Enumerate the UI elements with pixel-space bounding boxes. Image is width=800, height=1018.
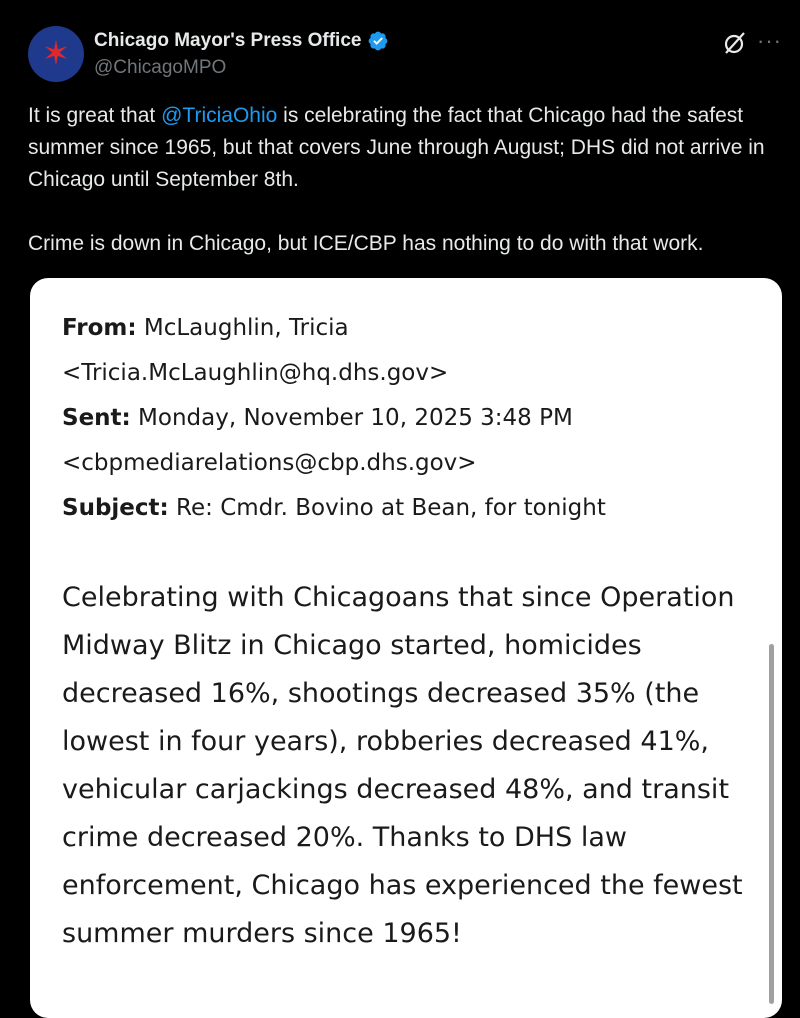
- tweet-paragraph-1: [28, 100, 778, 196]
- display-name[interactable]: Chicago Mayor's Press Office: [94, 30, 362, 51]
- author-handle[interactable]: @ChicagoMPO: [94, 57, 227, 78]
- grok-icon[interactable]: [722, 30, 748, 56]
- email-from-address: <Tricia.McLaughlin@hq.dhs.gov>: [62, 360, 449, 386]
- sent-label: Sent:: [62, 405, 131, 431]
- email-sent-line: [62, 396, 752, 441]
- from-label: From:: [62, 315, 137, 341]
- email-screenshot-image[interactable]: [30, 278, 782, 1018]
- email-subject-line: [62, 486, 752, 531]
- author-name-row: [94, 30, 389, 52]
- mention-link[interactable]: @TriciaOhio: [161, 104, 278, 127]
- email-from-line: [62, 306, 752, 351]
- scrollbar[interactable]: [769, 644, 774, 1004]
- email-to-address: <cbpmediarelations@cbp.dhs.gov>: [62, 450, 477, 476]
- subject-label: Subject:: [62, 495, 169, 521]
- tweet-text-segment: is celebrating the fact that Chicago had the safest summer since 1965, but that covers June through August; DHS did not arrive in Chicago until September 8th.: [28, 104, 765, 191]
- tweet-text-segment: It is great that: [28, 104, 162, 127]
- tweet-paragraph-2: Crime is down in Chicago, but ICE/CBP has nothing to do with that work.: [28, 232, 704, 255]
- email-header: [62, 306, 752, 531]
- verified-badge-icon: [367, 30, 389, 52]
- tweet-text: [28, 100, 778, 260]
- email-body: Celebrating with Chicagoans that since Operation Midway Blitz in Chicago started, homicides decreased 16%, shootings decreased 35% (the lowest in four years), robberies decreased 41%, vehicular carjackings decreased 48%, and transit crime decreased 20%. Thanks to DHS law enforcement, Chicago has experienced the fewest summer murders since 1965!: [62, 582, 743, 949]
- from-value: McLaughlin, Tricia: [136, 315, 349, 341]
- avatar[interactable]: [28, 26, 84, 82]
- subject-value: Re: Cmdr. Bovino at Bean, for tonight: [168, 495, 606, 521]
- more-options-icon[interactable]: ···: [757, 28, 782, 53]
- chicago-star-icon: ✶: [41, 35, 71, 73]
- sent-value: Monday, November 10, 2025 3:48 PM: [130, 405, 573, 431]
